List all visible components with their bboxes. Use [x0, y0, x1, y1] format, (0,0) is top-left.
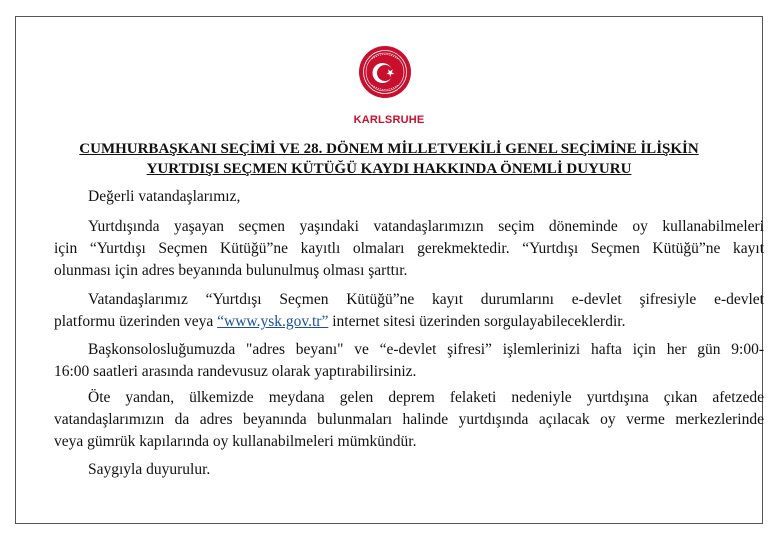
paragraph-text: platformu üzerinden veya	[54, 313, 218, 330]
paragraph-text: internet sitesi üzerinden sorgulayabileceklerdir.	[328, 313, 626, 330]
closing-text: Saygıyla duyurulur.	[88, 461, 211, 478]
paragraph-line: Vatandaşlarımız “Yurtdışı Seçmen Kütüğü”ne kayıt durumlarını e-devlet şifresiyle e-devlet	[88, 291, 764, 308]
paragraph-line: Öte yandan, ülkemizde meydana gelen deprem felaketi nedeniyle yurtdışına çıkan afetzede	[88, 389, 764, 406]
closing	[54, 459, 764, 481]
paragraph-line: için “Yurtdışı Seçmen Kütüğü”ne kayıtlı olmaları gerekmektedir. “Yurtdışı Seçmen Kütüğü”ne kayıt	[54, 240, 764, 257]
greeting-text: Değerli vatandaşlarımız,	[88, 188, 241, 205]
paragraph-line: vatandaşlarımızın da adres beyanında bulunmaları halinde yurtdışında açılacak oy verme merkezlerinde	[54, 411, 764, 428]
paragraph-line: veya gümrük kapılarında oy kullanabilmeleri mümkündür.	[54, 433, 417, 450]
paragraph-line	[54, 311, 764, 333]
paragraph-voter-registry	[54, 216, 764, 282]
paragraph-line: 16:00 saatleri arasında randevusuz olarak yaptırabilirsiniz.	[54, 363, 417, 380]
announcement-title-line-2: YURTDIŞI SEÇMEN KÜTÜĞÜ KAYDI HAKKINDA ÖNEMLİ DUYURU	[146, 161, 632, 177]
paragraph-line: olunması için adres beyanında bulunulmuş olması şarttır.	[54, 262, 408, 279]
emblem-city-label: KARLSRUHE	[353, 114, 425, 126]
paragraph-line: Yurtdışında yaşayan seçmen yaşındaki vatandaşlarımızın seçim döneminde oy kullanabilmeleri	[88, 218, 764, 235]
greeting	[54, 186, 764, 208]
paragraph-line: Başkonsolosluğumuzda "adres beyanı" ve “e-devlet şifresi” işlemlerinizi hafta için her gün 9:00-	[88, 341, 764, 358]
paragraph-status-check	[54, 289, 764, 333]
announcement-title-line-1: CUMHURBAŞKANI SEÇİMİ VE 28. DÖNEM MİLLETVEKİLİ GENEL SEÇİMİNE İLİŞKİN	[79, 141, 699, 157]
consulate-emblem-icon	[358, 45, 412, 99]
ysk-website-link[interactable]: “www.ysk.gov.tr”	[217, 313, 329, 330]
paragraph-consulate-services	[54, 339, 764, 383]
paragraph-earthquake-victims	[54, 387, 764, 453]
